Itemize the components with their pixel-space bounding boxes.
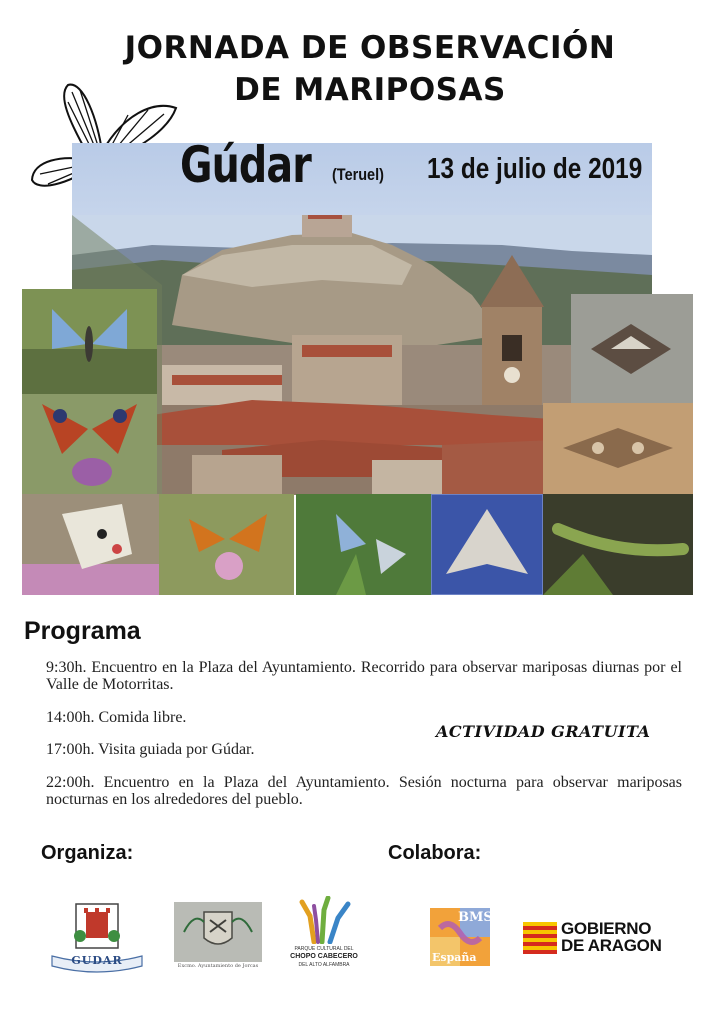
bms-logo-bottom: España — [432, 951, 477, 964]
aragon-flag-icon — [523, 922, 557, 954]
moth-photo-white — [431, 494, 543, 595]
jorcas-logo-text: Excmo. Ayuntamiento de Jorcas — [177, 963, 259, 969]
chopo-cabecero-logo — [288, 896, 360, 976]
butterfly-photo-fritillary — [159, 494, 294, 595]
butterfly-photo-blue — [22, 289, 157, 394]
place-name: Gúdar — [180, 136, 311, 194]
jorcas-logo — [174, 902, 262, 974]
moth-photo-grey — [571, 294, 693, 403]
moth-photo-brown — [543, 403, 693, 494]
free-activity-label: ACTIVIDAD GRATUITA — [436, 722, 651, 741]
organiza-label: Organiza: — [41, 842, 134, 864]
butterfly-photo-blue-pair — [296, 494, 431, 595]
program-item-3: 17:00h. Visita guiada por Gúdar. — [46, 741, 255, 758]
gudar-logo — [48, 898, 146, 974]
program-item-1: 9:30h. Encuentro en la Plaza del Ayuntamiento. Recorrido para observar mariposas diurnas por el Valle de Motorritas. — [46, 659, 682, 693]
poster-title-line2: DE MARIPOSAS — [234, 72, 506, 108]
colabora-label: Colabora: — [388, 842, 482, 864]
program-item-2: 14:00h. Comida libre. — [46, 709, 187, 726]
program-heading: Programa — [24, 617, 141, 645]
aragon-logo-line1: GOBIERNO — [561, 919, 652, 938]
caterpillar-photo — [543, 494, 693, 595]
province-name: (Teruel) — [332, 165, 384, 184]
program-item-4: 22:00h. Encuentro en la Plaza del Ayuntamiento. Sesión nocturna para observar mariposas nocturnas en los alrededores del pueblo. — [46, 774, 682, 808]
bms-espana-logo — [430, 908, 493, 966]
gudar-logo-text: GUDAR — [71, 954, 123, 967]
bms-logo-top: BMS — [458, 910, 493, 925]
butterfly-photo-apollo — [22, 494, 159, 595]
chopo-logo-line3: DEL ALTO ALFAMBRA — [298, 962, 350, 968]
butterfly-photo-peacock — [22, 394, 157, 494]
event-date: 13 de julio de 2019 — [427, 153, 643, 185]
chopo-logo-line2: CHOPO CABECERO — [290, 953, 358, 960]
chopo-logo-line1: PARQUE CULTURAL DEL — [294, 946, 354, 952]
aragon-logo-line2: DE ARAGON — [561, 936, 662, 955]
gobierno-aragon-logo — [523, 920, 673, 956]
poster-title-line1: JORNADA DE OBSERVACIÓN — [124, 30, 616, 66]
